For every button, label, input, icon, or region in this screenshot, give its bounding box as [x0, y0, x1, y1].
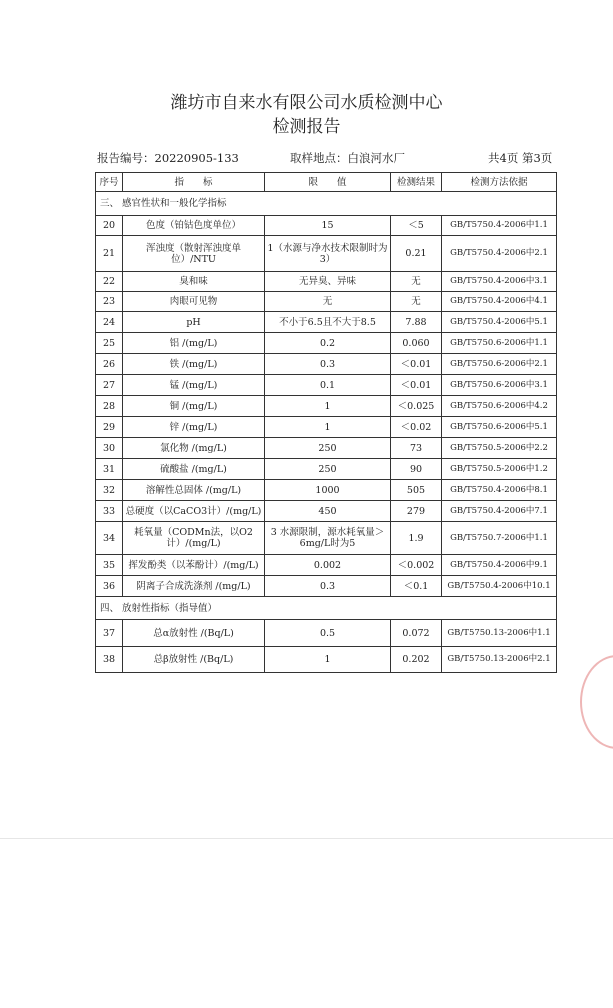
section-title: 四、 放射性指标（指导值）	[96, 597, 557, 620]
test-result: ＜0.002	[391, 555, 442, 576]
column-header: 限 值	[265, 173, 391, 192]
test-method: GB/T5750.4-2006中9.1	[442, 555, 557, 576]
row-index: 20	[96, 216, 123, 236]
test-method: GB/T5750.6-2006中1.1	[442, 333, 557, 354]
test-result: ＜0.025	[391, 396, 442, 417]
test-method: GB/T5750.4-2006中3.1	[442, 272, 557, 292]
test-result: ＜5	[391, 216, 442, 236]
test-result: 0.060	[391, 333, 442, 354]
table-row	[96, 555, 557, 576]
page-info: 共4页 第3页	[488, 151, 553, 165]
indicator-name: 铁 /(mg/L)	[123, 354, 265, 375]
column-header: 序号	[96, 173, 123, 192]
test-results-table	[95, 172, 557, 673]
row-index: 35	[96, 555, 123, 576]
table-row	[96, 354, 557, 375]
test-result: 1.9	[391, 522, 442, 555]
indicator-name: 锰 /(mg/L)	[123, 375, 265, 396]
row-index: 36	[96, 576, 123, 597]
section-row	[96, 597, 557, 620]
limit-value: 无	[265, 292, 391, 312]
row-index: 38	[96, 647, 123, 673]
row-index: 24	[96, 312, 123, 333]
table-row	[96, 216, 557, 236]
table-row	[96, 272, 557, 292]
row-index: 33	[96, 501, 123, 522]
test-result: 无	[391, 272, 442, 292]
test-method: GB/T5750.4-2006中1.1	[442, 216, 557, 236]
table-row	[96, 480, 557, 501]
test-method: GB/T5750.5-2006中2.2	[442, 438, 557, 459]
indicator-name: 肉眼可见物	[123, 292, 265, 312]
table-row	[96, 417, 557, 438]
indicator-name: 阴离子合成洗涤剂 /(mg/L)	[123, 576, 265, 597]
row-index: 31	[96, 459, 123, 480]
indicator-name: 铝 /(mg/L)	[123, 333, 265, 354]
test-method: GB/T5750.4-2006中10.1	[442, 576, 557, 597]
limit-value: 0.1	[265, 375, 391, 396]
test-result: ＜0.01	[391, 375, 442, 396]
limit-value: 0.2	[265, 333, 391, 354]
table-row	[96, 501, 557, 522]
test-method: GB/T5750.6-2006中3.1	[442, 375, 557, 396]
row-index: 34	[96, 522, 123, 555]
test-method: GB/T5750.13-2006中1.1	[442, 620, 557, 647]
page-divider	[0, 838, 613, 839]
test-result: ＜0.01	[391, 354, 442, 375]
test-result: 90	[391, 459, 442, 480]
report-org-title: 潍坊市自来水有限公司水质检测中心	[170, 93, 443, 113]
indicator-name: 耗氧量（CODMn法，以O2计）/(mg/L)	[123, 522, 265, 555]
indicator-name: 总β放射性 /(Bq/L)	[123, 647, 265, 673]
row-index: 26	[96, 354, 123, 375]
limit-value: 1	[265, 417, 391, 438]
limit-value: 0.3	[265, 354, 391, 375]
test-method: GB/T5750.4-2006中2.1	[442, 236, 557, 272]
limit-value: 250	[265, 438, 391, 459]
test-method: GB/T5750.4-2006中5.1	[442, 312, 557, 333]
indicator-name: 铜 /(mg/L)	[123, 396, 265, 417]
table-row	[96, 396, 557, 417]
test-method: GB/T5750.4-2006中8.1	[442, 480, 557, 501]
table-row	[96, 236, 557, 272]
table-header-row	[96, 173, 557, 192]
table-row	[96, 312, 557, 333]
test-result: 无	[391, 292, 442, 312]
table-row	[96, 620, 557, 647]
table-row	[96, 438, 557, 459]
table-row	[96, 459, 557, 480]
table-body	[96, 173, 557, 673]
test-method: GB/T5750.4-2006中4.1	[442, 292, 557, 312]
limit-value: 0.002	[265, 555, 391, 576]
table-row	[96, 333, 557, 354]
indicator-name: pH	[123, 312, 265, 333]
table-row	[96, 522, 557, 555]
row-index: 30	[96, 438, 123, 459]
test-method: GB/T5750.6-2006中5.1	[442, 417, 557, 438]
official-seal	[580, 655, 613, 749]
report-number: 报告编号：20220905-133	[97, 151, 239, 165]
row-index: 32	[96, 480, 123, 501]
test-method: GB/T5750.4-2006中7.1	[442, 501, 557, 522]
column-header: 检测结果	[391, 173, 442, 192]
column-header: 指 标	[123, 173, 265, 192]
row-index: 29	[96, 417, 123, 438]
row-index: 37	[96, 620, 123, 647]
limit-value: 0.3	[265, 576, 391, 597]
indicator-name: 溶解性总固体 /(mg/L)	[123, 480, 265, 501]
test-result: 0.202	[391, 647, 442, 673]
indicator-name: 总硬度（以CaCO3计）/(mg/L)	[123, 501, 265, 522]
indicator-name: 硫酸盐 /(mg/L)	[123, 459, 265, 480]
column-header: 检测方法依据	[442, 173, 557, 192]
section-title: 三、 感官性状和一般化学指标	[96, 192, 557, 216]
limit-value: 无异臭、异味	[265, 272, 391, 292]
test-result: 279	[391, 501, 442, 522]
limit-value: 250	[265, 459, 391, 480]
report-title: 检测报告	[272, 117, 341, 137]
limit-value: 1000	[265, 480, 391, 501]
section-row	[96, 192, 557, 216]
test-method: GB/T5750.7-2006中1.1	[442, 522, 557, 555]
limit-value: 1	[265, 396, 391, 417]
row-index: 21	[96, 236, 123, 272]
limit-value: 1	[265, 647, 391, 673]
row-index: 28	[96, 396, 123, 417]
test-result: 7.88	[391, 312, 442, 333]
indicator-name: 浑浊度（散射浑浊度单位）/NTU	[123, 236, 265, 272]
row-index: 22	[96, 272, 123, 292]
test-result: 0.21	[391, 236, 442, 272]
test-result: 0.072	[391, 620, 442, 647]
limit-value: 不小于6.5且不大于8.5	[265, 312, 391, 333]
indicator-name: 总α放射性 /(Bq/L)	[123, 620, 265, 647]
table-row	[96, 647, 557, 673]
table-row	[96, 576, 557, 597]
test-method: GB/T5750.6-2006中4.2	[442, 396, 557, 417]
test-result: 73	[391, 438, 442, 459]
test-method: GB/T5750.5-2006中1.2	[442, 459, 557, 480]
row-index: 23	[96, 292, 123, 312]
test-method: GB/T5750.13-2006中2.1	[442, 647, 557, 673]
indicator-name: 锌 /(mg/L)	[123, 417, 265, 438]
indicator-name: 挥发酚类（以苯酚计）/(mg/L)	[123, 555, 265, 576]
table-row	[96, 375, 557, 396]
row-index: 27	[96, 375, 123, 396]
test-result: ＜0.1	[391, 576, 442, 597]
limit-value: 3 水源限制，源水耗氧量＞6mg/L时为5	[265, 522, 391, 555]
indicator-name: 臭和味	[123, 272, 265, 292]
limit-value: 15	[265, 216, 391, 236]
indicator-name: 色度（铂钴色度单位）	[123, 216, 265, 236]
limit-value: 0.5	[265, 620, 391, 647]
sampling-site: 取样地点：白浪河水厂	[290, 151, 405, 165]
indicator-name: 氯化物 /(mg/L)	[123, 438, 265, 459]
test-method: GB/T5750.6-2006中2.1	[442, 354, 557, 375]
limit-value: 1（水源与净水技术限制时为3）	[265, 236, 391, 272]
test-result: ＜0.02	[391, 417, 442, 438]
limit-value: 450	[265, 501, 391, 522]
table-row	[96, 292, 557, 312]
test-result: 505	[391, 480, 442, 501]
row-index: 25	[96, 333, 123, 354]
